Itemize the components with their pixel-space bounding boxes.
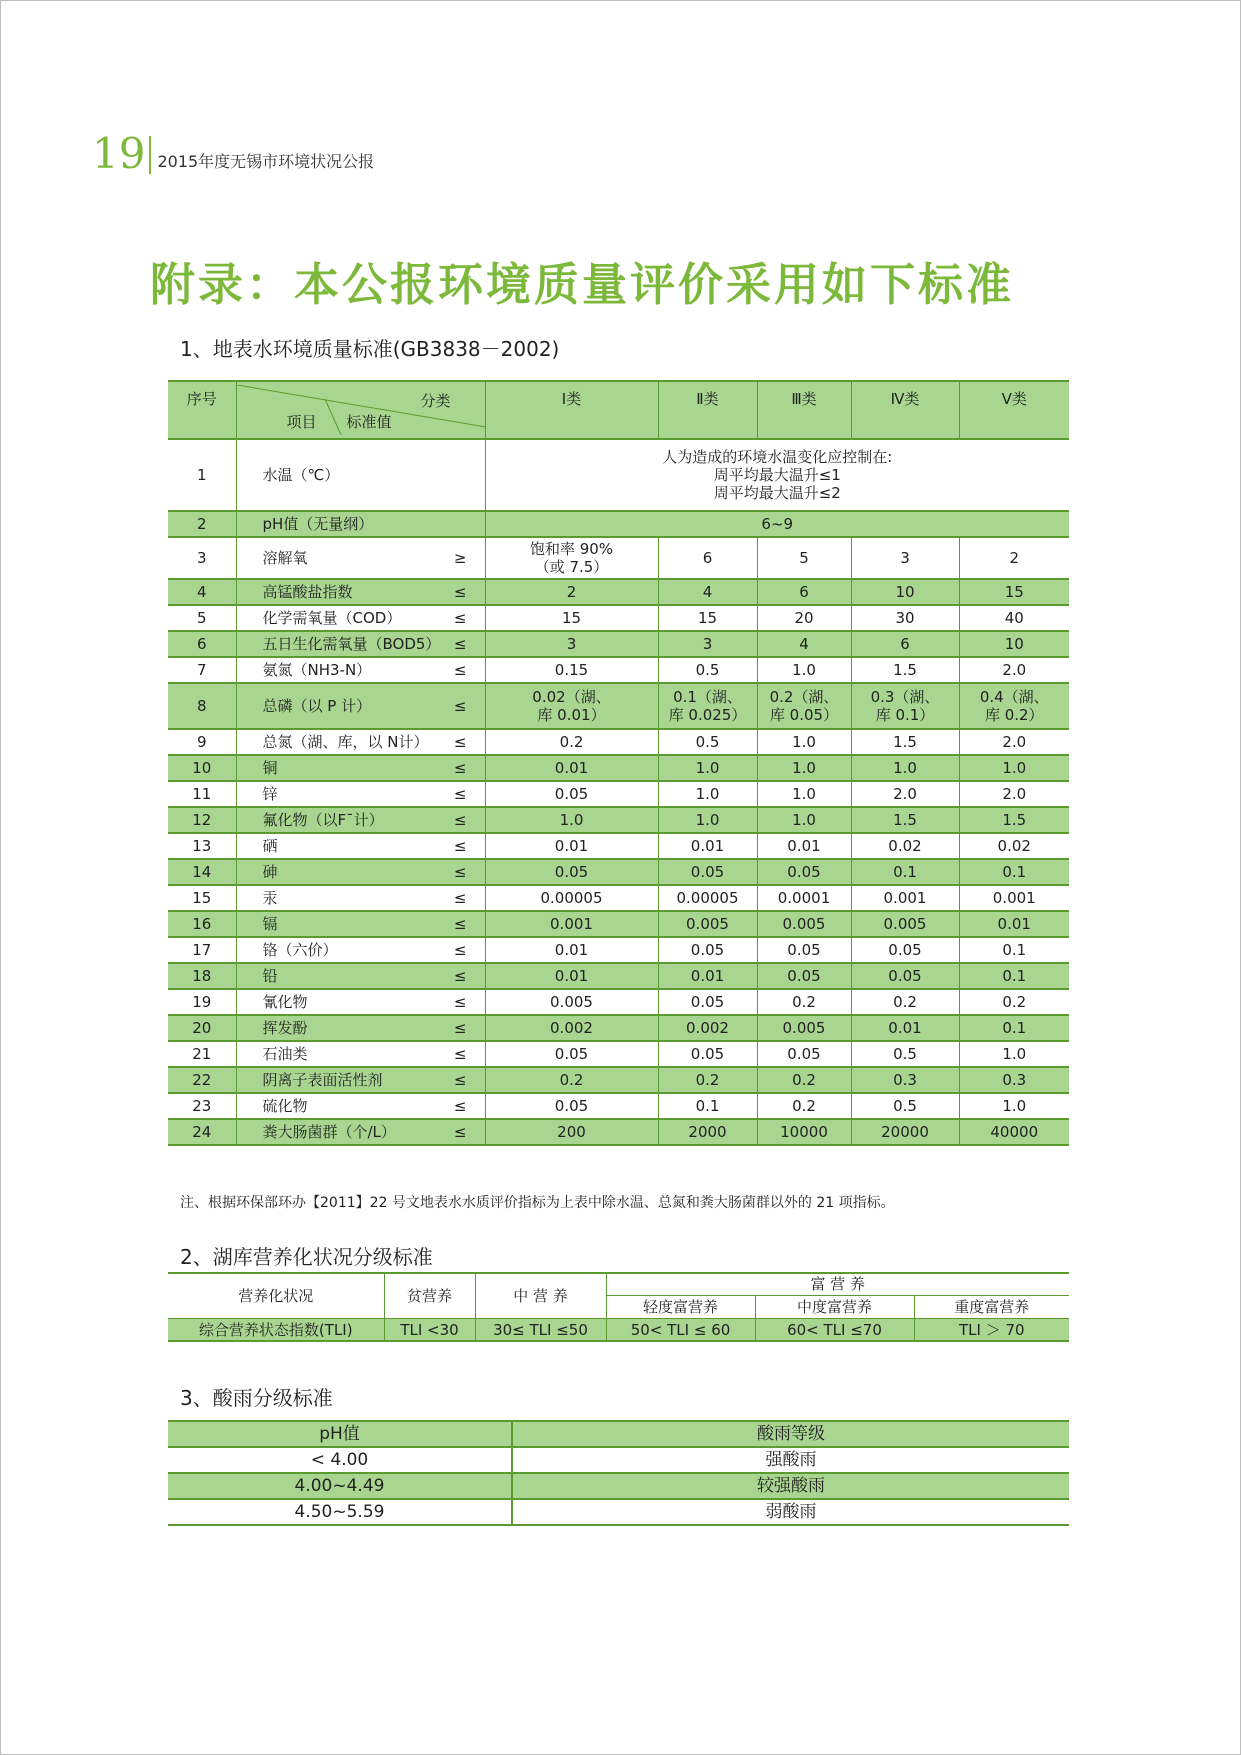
class-2-value: 0.01 bbox=[658, 963, 757, 989]
class-1-value: 15 bbox=[485, 605, 658, 631]
table-row bbox=[168, 605, 1069, 631]
tli-light: 50< TLI ≤ 60 bbox=[606, 1319, 755, 1342]
class-4-value: 0.2 bbox=[851, 989, 959, 1015]
row-item bbox=[236, 511, 485, 537]
row-item bbox=[236, 885, 485, 911]
acid-grade: 弱酸雨 bbox=[512, 1499, 1069, 1525]
report-title: 2015年度无锡市环境状况公报 bbox=[157, 152, 375, 171]
class-4-value: 20000 bbox=[851, 1119, 959, 1145]
tli-heavy: TLI ＞ 70 bbox=[914, 1319, 1069, 1342]
row-seq: 13 bbox=[168, 833, 236, 859]
row-seq: 1 bbox=[168, 439, 236, 511]
merged-value bbox=[485, 439, 1069, 511]
row-item bbox=[236, 911, 485, 937]
class-2-value: 15 bbox=[658, 605, 757, 631]
comparison-symbol: ≤ bbox=[453, 785, 467, 803]
tli-row bbox=[168, 1319, 1069, 1342]
class-3-value: 0.05 bbox=[757, 859, 851, 885]
merged-value bbox=[485, 511, 1069, 537]
comparison-symbol: ≤ bbox=[453, 1019, 467, 1037]
row-seq: 24 bbox=[168, 1119, 236, 1145]
merged-line: 人为造成的环境水温变化应控制在: bbox=[662, 448, 893, 466]
class-5-value: 0.3 bbox=[959, 1067, 1069, 1093]
class-3-value: 0.05 bbox=[757, 963, 851, 989]
row-item bbox=[236, 683, 485, 729]
row-seq: 15 bbox=[168, 885, 236, 911]
class-3-value: 0.05 bbox=[757, 1041, 851, 1067]
table-row bbox=[168, 683, 1069, 729]
comparison-symbol: ≤ bbox=[453, 1045, 467, 1063]
class-3-value: 1.0 bbox=[757, 729, 851, 755]
comparison-symbol: ≤ bbox=[453, 635, 467, 653]
table-row bbox=[168, 631, 1069, 657]
table-row bbox=[168, 911, 1069, 937]
table-row bbox=[168, 1015, 1069, 1041]
class-2-value: 0.05 bbox=[658, 859, 757, 885]
class-5-value: 0.1 bbox=[959, 859, 1069, 885]
class-5-value: 0.1 bbox=[959, 1015, 1069, 1041]
class-1-value: 2 bbox=[485, 579, 658, 605]
row-seq: 8 bbox=[168, 683, 236, 729]
row-item bbox=[236, 755, 485, 781]
comparison-symbol: ≤ bbox=[453, 609, 467, 627]
class-5-value: 40000 bbox=[959, 1119, 1069, 1145]
ph-value: 4.00~4.49 bbox=[168, 1473, 512, 1499]
comparison-symbol: ≤ bbox=[453, 697, 467, 715]
class-3-value: 0.2 bbox=[757, 1093, 851, 1119]
class-3-value: 5 bbox=[757, 537, 851, 579]
class-2-value: 0.05 bbox=[658, 1041, 757, 1067]
page-number: 19 bbox=[92, 129, 146, 178]
class-1-value: 0.05 bbox=[485, 1041, 658, 1067]
tli-oligo: TLI <30 bbox=[384, 1319, 475, 1342]
comparison-symbol: ≤ bbox=[453, 915, 467, 933]
item-name: 锌 bbox=[262, 785, 278, 803]
section1-title: 1、地表水环境质量标准(GB3838－2002) bbox=[180, 337, 560, 361]
class-2-value: 0.00005 bbox=[658, 885, 757, 911]
table-row bbox=[168, 859, 1069, 885]
header-diagonal-cell bbox=[236, 381, 485, 439]
header-category: 分类 bbox=[420, 392, 451, 410]
header-class-5: Ⅴ类 bbox=[959, 381, 1069, 439]
row-item bbox=[236, 537, 485, 579]
row-item bbox=[236, 1067, 485, 1093]
class-3-value: 0.0001 bbox=[757, 885, 851, 911]
class-4-value: 0.001 bbox=[851, 885, 959, 911]
item-name: 铬（六价） bbox=[262, 941, 338, 959]
table-row bbox=[168, 1067, 1069, 1093]
class-5-value: 0.01 bbox=[959, 911, 1069, 937]
table-row bbox=[168, 511, 1069, 537]
class-5-value: 2.0 bbox=[959, 657, 1069, 683]
class-3-value: 10000 bbox=[757, 1119, 851, 1145]
merged-line: 周平均最大温升≤2 bbox=[713, 484, 841, 502]
item-name: pH值（无量纲） bbox=[262, 515, 374, 533]
class-2-value: 0.1 bbox=[658, 1093, 757, 1119]
class-1-value: 0.01 bbox=[485, 963, 658, 989]
row-seq: 14 bbox=[168, 859, 236, 885]
class-3-value: 1.0 bbox=[757, 755, 851, 781]
item-name: 溶解氧 bbox=[262, 549, 308, 567]
item-name: 氟化物（以F¯计） bbox=[262, 811, 384, 829]
row-item bbox=[236, 963, 485, 989]
row-item bbox=[236, 781, 485, 807]
item-name: 总氮（湖、库，以 N计） bbox=[262, 733, 429, 751]
acid-rain-header-row bbox=[168, 1421, 1069, 1447]
class-3-value: 0.05 bbox=[757, 937, 851, 963]
class-1-value: 3 bbox=[485, 631, 658, 657]
moderate-eutrophic-header: 中度富营养 bbox=[755, 1295, 914, 1318]
class-2-value: 0.5 bbox=[658, 657, 757, 683]
table-row bbox=[168, 885, 1069, 911]
appendix-title: 附录：本公报环境质量评价采用如下标准 bbox=[150, 258, 1015, 311]
header-item: 项目 bbox=[286, 413, 317, 431]
comparison-symbol: ≤ bbox=[453, 863, 467, 881]
header-class-2: Ⅱ类 bbox=[658, 381, 757, 439]
item-name: 硒 bbox=[262, 837, 278, 855]
class-2-value: 1.0 bbox=[658, 807, 757, 833]
class-4-value: 1.0 bbox=[851, 755, 959, 781]
class-5-value: 10 bbox=[959, 631, 1069, 657]
merged-line: 6~9 bbox=[761, 515, 794, 533]
ph-value: < 4.00 bbox=[168, 1447, 512, 1473]
item-name: 砷 bbox=[262, 863, 278, 881]
class-5-value: 40 bbox=[959, 605, 1069, 631]
row-seq: 6 bbox=[168, 631, 236, 657]
class-4-value: 1.5 bbox=[851, 807, 959, 833]
row-item bbox=[236, 807, 485, 833]
table-row bbox=[168, 963, 1069, 989]
class-1-value: 0.001 bbox=[485, 911, 658, 937]
comparison-symbol: ≤ bbox=[453, 583, 467, 601]
header-standard: 标准值 bbox=[346, 413, 392, 431]
item-name: 水温（℃） bbox=[262, 466, 340, 484]
class-1-value: 0.15 bbox=[485, 657, 658, 683]
row-seq: 11 bbox=[168, 781, 236, 807]
class-3-value: 6 bbox=[757, 579, 851, 605]
class-1-value: 0.01 bbox=[485, 937, 658, 963]
merged-line: 周平均最大温升≤1 bbox=[713, 466, 841, 484]
item-name: 高锰酸盐指数 bbox=[262, 583, 353, 601]
row-item bbox=[236, 579, 485, 605]
table-note: 注、根据环保部环办【2011】22 号文地表水水质评价指标为上表中除水温、总氮和粪大肠菌群以外的 21 项指标。 bbox=[180, 1195, 895, 1211]
class-2-value: 0.2 bbox=[658, 1067, 757, 1093]
comparison-symbol: ≤ bbox=[453, 889, 467, 907]
class-5-value: 0.4（湖、 库 0.2） bbox=[959, 683, 1069, 729]
mesotrophic-header: 中 营 养 bbox=[475, 1273, 606, 1319]
class-2-value: 0.1（湖、 库 0.025） bbox=[658, 683, 757, 729]
class-3-value: 0.2 bbox=[757, 1067, 851, 1093]
class-1-value: 0.005 bbox=[485, 989, 658, 1015]
lake-trophic-table bbox=[168, 1272, 1069, 1342]
oligotrophic-header: 贫营养 bbox=[384, 1273, 475, 1319]
class-4-value: 10 bbox=[851, 579, 959, 605]
table-row bbox=[168, 1093, 1069, 1119]
item-name: 阴离子表面活性剂 bbox=[262, 1071, 383, 1089]
class-1-value: 0.2 bbox=[485, 729, 658, 755]
header-class-3: Ⅲ类 bbox=[757, 381, 851, 439]
trophic-status-header: 营养化状况 bbox=[168, 1273, 384, 1319]
class-5-value: 1.0 bbox=[959, 1041, 1069, 1067]
class-4-value: 0.05 bbox=[851, 937, 959, 963]
class-4-value: 0.5 bbox=[851, 1041, 959, 1067]
table-row bbox=[168, 537, 1069, 579]
row-seq: 23 bbox=[168, 1093, 236, 1119]
class-5-value: 1.0 bbox=[959, 755, 1069, 781]
class-5-value: 15 bbox=[959, 579, 1069, 605]
row-seq: 20 bbox=[168, 1015, 236, 1041]
class-4-value: 0.3（湖、 库 0.1） bbox=[851, 683, 959, 729]
class-4-value: 0.1 bbox=[851, 859, 959, 885]
acid-rain-row bbox=[168, 1473, 1069, 1499]
table-row bbox=[168, 937, 1069, 963]
acid-rain-table bbox=[168, 1420, 1069, 1526]
row-item bbox=[236, 833, 485, 859]
table-row bbox=[168, 989, 1069, 1015]
class-2-value: 0.05 bbox=[658, 937, 757, 963]
row-seq: 16 bbox=[168, 911, 236, 937]
row-item bbox=[236, 1119, 485, 1145]
class-3-value: 0.005 bbox=[757, 911, 851, 937]
class-2-value: 1.0 bbox=[658, 781, 757, 807]
class-3-value: 1.0 bbox=[757, 781, 851, 807]
class-5-value: 0.1 bbox=[959, 963, 1069, 989]
eutrophic-header: 富 营 养 bbox=[606, 1273, 1069, 1295]
header-seq: 序号 bbox=[168, 381, 236, 439]
row-seq: 19 bbox=[168, 989, 236, 1015]
item-name: 氨氮（NH3-N） bbox=[262, 661, 372, 679]
table-header-row bbox=[168, 381, 1069, 439]
row-item bbox=[236, 1015, 485, 1041]
comparison-symbol: ≤ bbox=[453, 661, 467, 679]
class-1-value: 0.05 bbox=[485, 781, 658, 807]
class-4-value: 30 bbox=[851, 605, 959, 631]
light-eutrophic-header: 轻度富营养 bbox=[606, 1295, 755, 1318]
class-4-value: 0.3 bbox=[851, 1067, 959, 1093]
comparison-symbol: ≤ bbox=[453, 967, 467, 985]
table-row bbox=[168, 657, 1069, 683]
class-5-value: 2.0 bbox=[959, 781, 1069, 807]
class-3-value: 4 bbox=[757, 631, 851, 657]
class-2-value: 0.5 bbox=[658, 729, 757, 755]
table-row bbox=[168, 781, 1069, 807]
table-row bbox=[168, 807, 1069, 833]
row-item bbox=[236, 729, 485, 755]
comparison-symbol: ≤ bbox=[453, 811, 467, 829]
class-4-value: 0.02 bbox=[851, 833, 959, 859]
item-name: 氰化物 bbox=[262, 993, 308, 1011]
class-1-value: 饱和率 90% （或 7.5） bbox=[485, 537, 658, 579]
heavy-eutrophic-header: 重度富营养 bbox=[914, 1295, 1069, 1318]
class-3-value: 0.2 bbox=[757, 989, 851, 1015]
item-name: 石油类 bbox=[262, 1045, 308, 1063]
class-2-value: 6 bbox=[658, 537, 757, 579]
class-4-value: 6 bbox=[851, 631, 959, 657]
class-2-value: 4 bbox=[658, 579, 757, 605]
item-name: 汞 bbox=[262, 889, 278, 907]
class-2-value: 0.05 bbox=[658, 989, 757, 1015]
class-4-value: 0.01 bbox=[851, 1015, 959, 1041]
row-item bbox=[236, 937, 485, 963]
class-5-value: 0.1 bbox=[959, 937, 1069, 963]
row-seq: 22 bbox=[168, 1067, 236, 1093]
class-5-value: 2.0 bbox=[959, 729, 1069, 755]
class-5-value: 1.0 bbox=[959, 1093, 1069, 1119]
tli-label: 综合营养状态指数(TLI) bbox=[168, 1319, 384, 1342]
class-2-value: 0.002 bbox=[658, 1015, 757, 1041]
class-1-value: 0.00005 bbox=[485, 885, 658, 911]
class-4-value: 0.5 bbox=[851, 1093, 959, 1119]
item-name: 铜 bbox=[262, 759, 278, 777]
class-2-value: 3 bbox=[658, 631, 757, 657]
class-5-value: 0.2 bbox=[959, 989, 1069, 1015]
acid-rain-row bbox=[168, 1447, 1069, 1473]
class-1-value: 0.2 bbox=[485, 1067, 658, 1093]
class-3-value: 20 bbox=[757, 605, 851, 631]
class-4-value: 0.005 bbox=[851, 911, 959, 937]
class-2-value: 2000 bbox=[658, 1119, 757, 1145]
class-5-value: 0.001 bbox=[959, 885, 1069, 911]
grade-header: 酸雨等级 bbox=[512, 1421, 1069, 1447]
surface-water-standard-table bbox=[168, 380, 1069, 1146]
table-row bbox=[168, 833, 1069, 859]
class-3-value: 1.0 bbox=[757, 657, 851, 683]
comparison-symbol: ≤ bbox=[453, 941, 467, 959]
item-name: 化学需氧量（COD） bbox=[262, 609, 402, 627]
class-4-value: 0.05 bbox=[851, 963, 959, 989]
row-item bbox=[236, 439, 485, 511]
class-4-value: 2.0 bbox=[851, 781, 959, 807]
section3-title: 3、酸雨分级标准 bbox=[180, 1386, 333, 1410]
class-1-value: 0.01 bbox=[485, 833, 658, 859]
class-3-value: 1.0 bbox=[757, 807, 851, 833]
comparison-symbol: ≤ bbox=[453, 837, 467, 855]
row-seq: 10 bbox=[168, 755, 236, 781]
row-item bbox=[236, 631, 485, 657]
table-row bbox=[168, 439, 1069, 511]
row-item bbox=[236, 1041, 485, 1067]
item-name: 挥发酚 bbox=[262, 1019, 308, 1037]
row-item bbox=[236, 859, 485, 885]
ph-header: pH值 bbox=[168, 1421, 512, 1447]
row-seq: 7 bbox=[168, 657, 236, 683]
row-seq: 2 bbox=[168, 511, 236, 537]
class-3-value: 0.01 bbox=[757, 833, 851, 859]
table-row bbox=[168, 1119, 1069, 1145]
table-row bbox=[168, 729, 1069, 755]
class-4-value: 1.5 bbox=[851, 729, 959, 755]
class-1-value: 1.0 bbox=[485, 807, 658, 833]
class-4-value: 3 bbox=[851, 537, 959, 579]
comparison-symbol: ≤ bbox=[453, 1097, 467, 1115]
class-1-value: 0.05 bbox=[485, 1093, 658, 1119]
row-item bbox=[236, 657, 485, 683]
item-name: 镉 bbox=[262, 915, 278, 933]
header-divider bbox=[149, 136, 151, 174]
class-2-value: 1.0 bbox=[658, 755, 757, 781]
comparison-symbol: ≥ bbox=[453, 549, 467, 567]
item-name: 五日生化需氧量（BOD5） bbox=[262, 635, 441, 653]
class-5-value: 1.5 bbox=[959, 807, 1069, 833]
row-item bbox=[236, 989, 485, 1015]
row-seq: 12 bbox=[168, 807, 236, 833]
class-2-value: 0.005 bbox=[658, 911, 757, 937]
row-item bbox=[236, 605, 485, 631]
item-name: 总磷（以 P 计） bbox=[262, 697, 372, 715]
comparison-symbol: ≤ bbox=[453, 1071, 467, 1089]
tli-meso: 30≤ TLI ≤50 bbox=[475, 1319, 606, 1342]
acid-rain-row bbox=[168, 1499, 1069, 1525]
class-1-value: 0.01 bbox=[485, 755, 658, 781]
comparison-symbol: ≤ bbox=[453, 733, 467, 751]
section2-title: 2、湖库营养化状况分级标准 bbox=[180, 1245, 433, 1269]
row-item bbox=[236, 1093, 485, 1119]
row-seq: 17 bbox=[168, 937, 236, 963]
class-2-value: 0.01 bbox=[658, 833, 757, 859]
comparison-symbol: ≤ bbox=[453, 993, 467, 1011]
tli-moderate: 60< TLI ≤70 bbox=[755, 1319, 914, 1342]
comparison-symbol: ≤ bbox=[453, 759, 467, 777]
header-class-1: Ⅰ类 bbox=[485, 381, 658, 439]
row-seq: 4 bbox=[168, 579, 236, 605]
table-row bbox=[168, 1041, 1069, 1067]
class-5-value: 0.02 bbox=[959, 833, 1069, 859]
acid-grade: 较强酸雨 bbox=[512, 1473, 1069, 1499]
row-seq: 5 bbox=[168, 605, 236, 631]
table-row bbox=[168, 579, 1069, 605]
item-name: 硫化物 bbox=[262, 1097, 308, 1115]
ph-value: 4.50~5.59 bbox=[168, 1499, 512, 1525]
table-row bbox=[168, 755, 1069, 781]
page-header bbox=[92, 126, 374, 176]
row-seq: 18 bbox=[168, 963, 236, 989]
class-5-value: 2 bbox=[959, 537, 1069, 579]
item-name: 粪大肠菌群（个/L） bbox=[262, 1123, 396, 1141]
class-1-value: 200 bbox=[485, 1119, 658, 1145]
class-1-value: 0.05 bbox=[485, 859, 658, 885]
comparison-symbol: ≤ bbox=[453, 1123, 467, 1141]
row-seq: 21 bbox=[168, 1041, 236, 1067]
class-1-value: 0.02（湖、 库 0.01） bbox=[485, 683, 658, 729]
header-class-4: Ⅳ类 bbox=[851, 381, 959, 439]
class-3-value: 0.005 bbox=[757, 1015, 851, 1041]
item-name: 铅 bbox=[262, 967, 278, 985]
class-1-value: 0.002 bbox=[485, 1015, 658, 1041]
class-4-value: 1.5 bbox=[851, 657, 959, 683]
row-seq: 9 bbox=[168, 729, 236, 755]
class-3-value: 0.2（湖、 库 0.05） bbox=[757, 683, 851, 729]
acid-grade: 强酸雨 bbox=[512, 1447, 1069, 1473]
row-seq: 3 bbox=[168, 537, 236, 579]
